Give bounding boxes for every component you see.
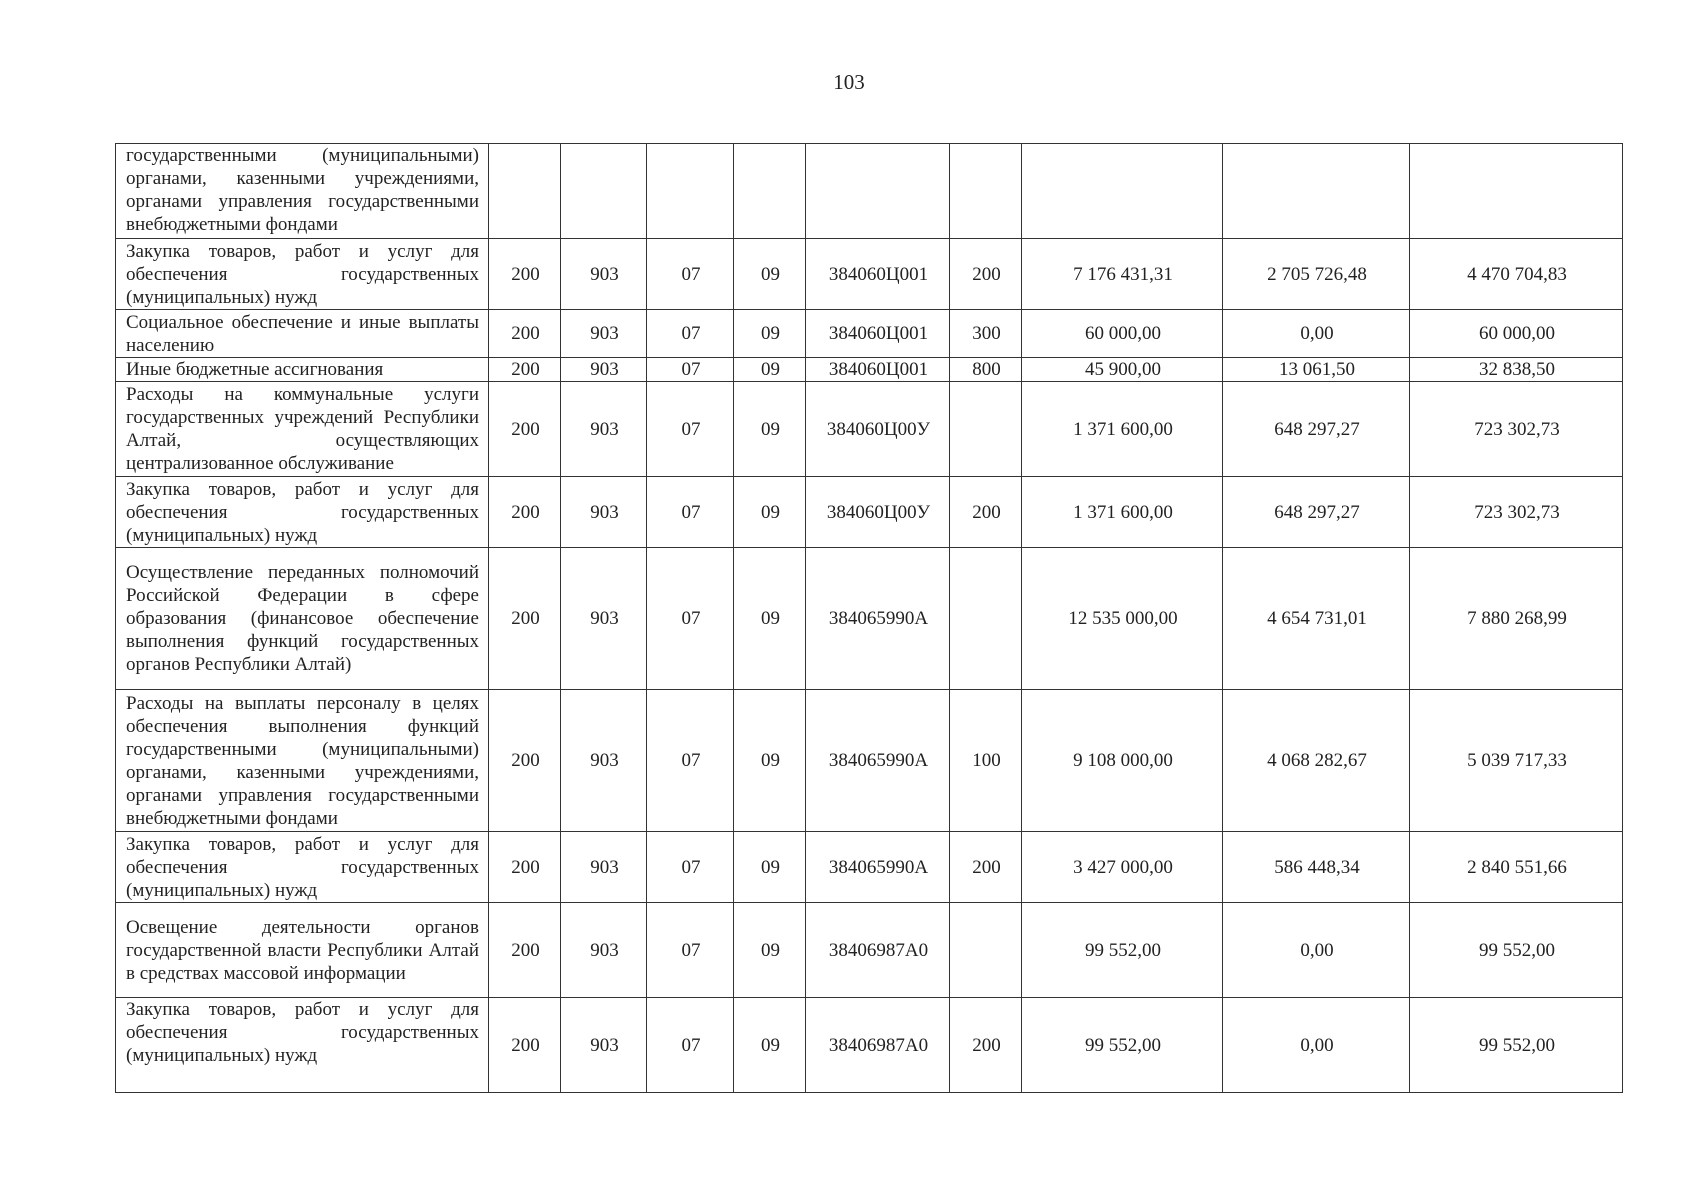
cell-5: 384065990A — [806, 832, 950, 903]
cell-2: 903 — [561, 477, 647, 548]
cell-2: 903 — [561, 382, 647, 477]
budget-table — [115, 143, 1623, 1093]
cell-3: 07 — [647, 310, 734, 358]
cell-1: 200 — [489, 477, 561, 548]
cell-6: 200 — [950, 477, 1022, 548]
cell-7: 45 900,00 — [1022, 358, 1223, 382]
cell-4: 09 — [734, 998, 806, 1093]
cell-8 — [1223, 144, 1410, 239]
cell-8: 0,00 — [1223, 998, 1410, 1093]
cell-3: 07 — [647, 477, 734, 548]
cell-4: 09 — [734, 310, 806, 358]
cell-8: 648 297,27 — [1223, 382, 1410, 477]
cell-1: 200 — [489, 998, 561, 1093]
cell-8: 13 061,50 — [1223, 358, 1410, 382]
cell-8: 648 297,27 — [1223, 477, 1410, 548]
cell-6: 800 — [950, 358, 1022, 382]
cell-6 — [950, 548, 1022, 690]
cell-1: 200 — [489, 832, 561, 903]
cell-1: 200 — [489, 690, 561, 832]
table-row — [116, 358, 1623, 382]
cell-9: 2 840 551,66 — [1410, 832, 1623, 903]
cell-3: 07 — [647, 382, 734, 477]
table-row — [116, 548, 1623, 690]
cell-2: 903 — [561, 358, 647, 382]
cell-9: 32 838,50 — [1410, 358, 1623, 382]
cell-1: 200 — [489, 903, 561, 998]
cell-7 — [1022, 144, 1223, 239]
table-row — [116, 690, 1623, 832]
cell-9: 723 302,73 — [1410, 477, 1623, 548]
cell-3 — [647, 144, 734, 239]
table-row — [116, 832, 1623, 903]
cell-8: 4 068 282,67 — [1223, 690, 1410, 832]
cell-8: 0,00 — [1223, 903, 1410, 998]
cell-9: 723 302,73 — [1410, 382, 1623, 477]
cell-7: 99 552,00 — [1022, 998, 1223, 1093]
cell-7: 1 371 600,00 — [1022, 382, 1223, 477]
cell-2: 903 — [561, 548, 647, 690]
cell-6 — [950, 382, 1022, 477]
table-row — [116, 998, 1623, 1093]
cell-2: 903 — [561, 239, 647, 310]
table-row — [116, 310, 1623, 358]
cell-1 — [489, 144, 561, 239]
cell-5 — [806, 144, 950, 239]
cell-9 — [1410, 144, 1623, 239]
cell-5: 384060Ц00У — [806, 477, 950, 548]
cell-7: 7 176 431,31 — [1022, 239, 1223, 310]
cell-3: 07 — [647, 358, 734, 382]
table-row — [116, 903, 1623, 998]
cell-3: 07 — [647, 239, 734, 310]
cell-4: 09 — [734, 548, 806, 690]
cell-6 — [950, 144, 1022, 239]
row-name: Закупка товаров, работ и услуг для обеспечения государственных (муниципальных) нужд — [116, 998, 489, 1093]
cell-2: 903 — [561, 310, 647, 358]
cell-1: 200 — [489, 382, 561, 477]
cell-6: 100 — [950, 690, 1022, 832]
cell-2: 903 — [561, 998, 647, 1093]
row-name: Закупка товаров, работ и услуг для обеспечения государственных (муниципальных) нужд — [116, 239, 489, 310]
cell-2: 903 — [561, 690, 647, 832]
cell-9: 7 880 268,99 — [1410, 548, 1623, 690]
cell-4 — [734, 144, 806, 239]
row-name: Социальное обеспечение и иные выплаты населению — [116, 310, 489, 358]
row-name: Расходы на коммунальные услуги государственных учреждений Республики Алтай, осуществляющих централизованное обслуживание — [116, 382, 489, 477]
cell-9: 60 000,00 — [1410, 310, 1623, 358]
cell-3: 07 — [647, 998, 734, 1093]
table-row — [116, 144, 1623, 239]
cell-1: 200 — [489, 310, 561, 358]
table-row — [116, 239, 1623, 310]
cell-9: 5 039 717,33 — [1410, 690, 1623, 832]
cell-5: 384060Ц001 — [806, 358, 950, 382]
cell-5: 384060Ц00У — [806, 382, 950, 477]
cell-6: 200 — [950, 998, 1022, 1093]
cell-4: 09 — [734, 239, 806, 310]
cell-1: 200 — [489, 548, 561, 690]
cell-5: 38406987A0 — [806, 903, 950, 998]
cell-3: 07 — [647, 903, 734, 998]
cell-4: 09 — [734, 832, 806, 903]
cell-1: 200 — [489, 358, 561, 382]
cell-6: 300 — [950, 310, 1022, 358]
row-name: Закупка товаров, работ и услуг для обеспечения государственных (муниципальных) нужд — [116, 477, 489, 548]
cell-8: 2 705 726,48 — [1223, 239, 1410, 310]
cell-3: 07 — [647, 548, 734, 690]
cell-9: 99 552,00 — [1410, 903, 1623, 998]
row-name: Иные бюджетные ассигнования — [116, 358, 489, 382]
cell-1: 200 — [489, 239, 561, 310]
cell-9: 99 552,00 — [1410, 998, 1623, 1093]
cell-8: 0,00 — [1223, 310, 1410, 358]
cell-5: 384060Ц001 — [806, 310, 950, 358]
cell-5: 384060Ц001 — [806, 239, 950, 310]
table-row — [116, 477, 1623, 548]
cell-5: 384065990A — [806, 548, 950, 690]
cell-7: 1 371 600,00 — [1022, 477, 1223, 548]
cell-5: 384065990A — [806, 690, 950, 832]
cell-4: 09 — [734, 903, 806, 998]
cell-7: 3 427 000,00 — [1022, 832, 1223, 903]
cell-6: 200 — [950, 832, 1022, 903]
cell-7: 9 108 000,00 — [1022, 690, 1223, 832]
cell-7: 99 552,00 — [1022, 903, 1223, 998]
cell-3: 07 — [647, 832, 734, 903]
cell-4: 09 — [734, 477, 806, 548]
row-name: Закупка товаров, работ и услуг для обеспечения государственных (муниципальных) нужд — [116, 832, 489, 903]
row-name: Расходы на выплаты персоналу в целях обеспечения выполнения функций государственными (муниципальными) органами, казенными учреждениями, органами управления государственными внебюджетными фондами — [116, 690, 489, 832]
table-row — [116, 382, 1623, 477]
cell-4: 09 — [734, 382, 806, 477]
cell-4: 09 — [734, 690, 806, 832]
cell-9: 4 470 704,83 — [1410, 239, 1623, 310]
cell-6 — [950, 903, 1022, 998]
cell-7: 60 000,00 — [1022, 310, 1223, 358]
cell-4: 09 — [734, 358, 806, 382]
cell-2 — [561, 144, 647, 239]
row-name: Осуществление переданных полномочий Российской Федерации в сфере образования (финансовое обеспечение выполнения функций государственных органов Республики Алтай) — [116, 548, 489, 690]
cell-3: 07 — [647, 690, 734, 832]
page-number: 103 — [833, 70, 865, 94]
cell-8: 4 654 731,01 — [1223, 548, 1410, 690]
cell-5: 38406987A0 — [806, 998, 950, 1093]
cell-7: 12 535 000,00 — [1022, 548, 1223, 690]
cell-8: 586 448,34 — [1223, 832, 1410, 903]
cell-2: 903 — [561, 903, 647, 998]
cell-6: 200 — [950, 239, 1022, 310]
cell-2: 903 — [561, 832, 647, 903]
row-name: государственными (муниципальными) органами, казенными учреждениями, органами управления государственными внебюджетными фондами — [116, 144, 489, 239]
row-name: Освещение деятельности органов государственной власти Республики Алтай в средствах массовой информации — [116, 903, 489, 998]
